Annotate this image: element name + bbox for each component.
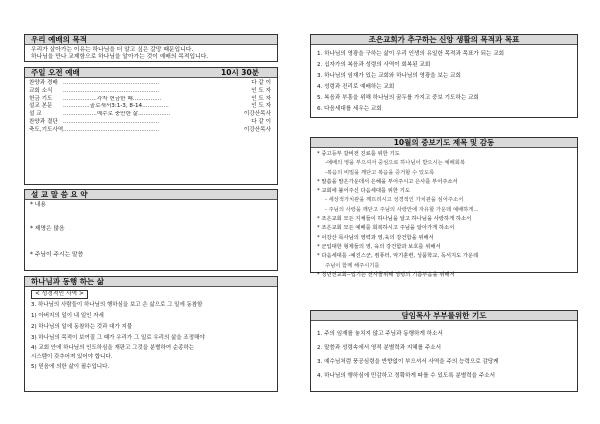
sermon-note: * 제명은 많음	[30, 226, 65, 232]
prayer-item: * 중고등부 갈비전 진료를 위한 기도	[317, 151, 400, 157]
prayer-item: - 주님의 사랑을 깨닫고 주님의 사랑안에 자유할 가운데 예배하게...	[325, 206, 479, 213]
walk-line: 시스템이 갖추어져 있어야 합니다.	[31, 354, 113, 361]
walk-line: 4) 교회 안에 하나님의 인도하심을 재판고 그것을 분별하여 순종하는	[31, 345, 195, 352]
goal-item: 3. 하나님의 임재가 있는 교회와 하나님의 영광을 보는 교회	[317, 73, 461, 79]
order-item-name: 설 교	[29, 111, 42, 118]
pastor-prayer-item: 1. 주의 임재를 놓치지 않고 주님과 동행하게 하소서	[317, 331, 443, 337]
prayer-item: * 조은교회 모든 예배를 회복하시고 주님을 알아가게 하소서	[317, 225, 455, 232]
church-goals-title: 조은교회가 추구하는 신앙 생활의 목적과 목표	[311, 35, 577, 45]
order-item-detail: ...............골로새서3:1-3, 8-14...............	[63, 103, 169, 110]
prayer-topics-list	[311, 148, 577, 282]
walk-subtitle: < 성경적인 사역 >	[31, 290, 88, 299]
pastor-prayer-item: 3. 예수님처럼 풍공심령을 반향없이 부으셔서 사역을 주의 능력으로 감당케	[317, 359, 499, 365]
worship-time: 10시 30분	[221, 67, 259, 77]
order-row	[25, 111, 277, 119]
order-item-detail: ......................................................	[63, 126, 160, 133]
pastor-prayer-title: 담임목사 부부를위한 기도	[311, 311, 577, 321]
walk-line: 1) 아버지의 일이 내 일인 자세	[31, 313, 104, 320]
goal-item: 1. 하나님의 영광을 구하는 삶이 우리 인생의 유일한 목적과 목표가 되는 교회	[317, 51, 505, 57]
order-row	[25, 127, 277, 135]
purpose-line: 우리가 살아가는 이유는 하나님을 더 알고 싶은 갈망 때문입니다.	[31, 47, 194, 53]
order-item-detail: ......................................................	[63, 87, 160, 94]
worship-order-list	[25, 78, 277, 135]
walk-line: 2) 하나님의 일에 동참하는 것과 대가 지불	[31, 324, 133, 331]
order-item-detail: ......................................................	[63, 80, 160, 86]
order-item-detail: ...................예수로 충만한 삶..................	[63, 111, 171, 118]
church-goals-box	[310, 34, 578, 118]
prayer-item: * 다음세대를 -예진스군, 컴퓨터, 악기훈련, 성품학교, 독서지도 가운데	[317, 253, 479, 260]
goal-item: 5. 복음과 부흥을 위해 하나님의 꿈두를 가지고 중보 기도하는 교회	[317, 95, 479, 101]
walk-line: 3. 하나님의 사람들이 하나님의 행하심을 보고 은 삶으로 그 일에 동참함	[31, 302, 203, 309]
order-item-person: 이강산목사	[243, 126, 271, 133]
order-item-name: 축도,기도사역	[29, 126, 64, 133]
sermon-note: * 주님이 주시는 말씀	[30, 252, 84, 258]
pastor-prayer-item: 2. 말씀과 성령속에서 영적 분별력과 지혜를 주소서	[317, 345, 442, 351]
prayer-item: -복음의 비밀을 깨닫고 복음을 증거할 수 있도록	[325, 169, 435, 176]
order-row	[25, 103, 277, 111]
worship-order-box	[24, 67, 278, 185]
prayer-item: * 이강산 목사님의 영력과 영,육의 강건함을 위해서	[317, 234, 434, 241]
prayer-item: - 세상적가치관을 깨뜨리시고 성경적인 가치관을 심어주소서	[325, 197, 464, 204]
order-row	[25, 119, 277, 127]
order-item-person: 다 같 이	[251, 118, 271, 125]
prayer-topics-box	[310, 137, 578, 278]
sermon-note: * 내용	[30, 202, 46, 208]
sermon-summary-title: 설 교 말 씀 요 약	[25, 190, 277, 200]
prayer-topics-title: 10월의 중보기도 제목 및 감동	[311, 138, 577, 148]
prayer-item: -예배의 영을 부으셔서 중심으로 하나님이 받으시는 예배회복	[325, 160, 465, 167]
walk-line: 5) 믿음에 의한 삶이 필수입니다.	[31, 364, 110, 371]
order-item-name: 헌금 기도	[29, 95, 53, 102]
sermon-summary-body	[25, 200, 277, 270]
pastor-prayer-item: 4. 하나님의 행하심에 민감하고 정확하게 따를 수 있도록 분별력을 주소서	[317, 373, 496, 379]
order-item-detail: ...................각자 헌금한 때................	[63, 95, 162, 102]
worship-order-title: 주일 오전 예배	[31, 67, 80, 77]
goal-item: 4. 성령과 진리로 예배하는 교회	[317, 84, 395, 90]
order-item-name: 찬양과 경배	[29, 80, 58, 86]
goal-item: 2. 십자가의 복음과 성령의 사역이 회복된 교회	[317, 62, 431, 68]
prayer-item: * 군입대한 형제들의 영, 육의 강건함과 보호를 위해서	[317, 243, 441, 250]
order-item-person: 이강산목사	[243, 111, 271, 118]
prayer-item: 주님이 함께 해주시기를	[325, 262, 380, 269]
order-row	[25, 88, 277, 96]
goal-item: 6. 다음세대를 세우는 교회	[317, 106, 382, 112]
order-item-person: 인 도 자	[251, 95, 271, 102]
order-item-person: 인 도 자	[251, 87, 271, 94]
walk-with-god-title: 하나님과 동행 하는 삶	[25, 277, 277, 287]
pastor-prayer-box	[310, 310, 578, 392]
worship-purpose-box	[24, 34, 278, 62]
order-item-detail: ......................................................	[63, 118, 160, 125]
order-item-name: 찬양과 결단	[29, 118, 58, 125]
prayer-item: * 청년선교회--업기는 선사들위해 성령의 기름부음을 위해서	[317, 271, 455, 278]
purpose-line: 하나님을 만나 교제함으로 하나님을 알아가는 것이 예배의 목적입니다.	[31, 54, 209, 60]
walk-with-god-box	[24, 276, 278, 392]
sermon-summary-box	[24, 189, 278, 271]
prayer-item: * 교회에 불어주신 다음세대를 위한 기도	[317, 188, 410, 195]
prayer-item: * 말씀을 맘은가운데서 은혜을 부어주시고 은사를 부어주소서	[317, 178, 458, 185]
order-row	[25, 96, 277, 104]
walk-line: 3) 하나님의 목적이 보여질 그 때가 우리가 그 일로 우리의 삶을 조정해야	[31, 335, 205, 342]
order-item-name: 설교 본문	[29, 103, 53, 110]
order-item-person: 다 같 이	[251, 80, 271, 86]
order-item-name: 교회 소식	[29, 87, 53, 94]
worship-order-header	[25, 68, 277, 78]
order-item-person: 인 도 자	[251, 103, 271, 110]
prayer-item: * 조은교회 모든 지체들이 하나님을 알고 하나님을 사랑하게 하소서	[317, 216, 472, 223]
order-row	[25, 80, 277, 88]
worship-purpose-title: 우리 예배의 목적	[25, 35, 277, 45]
